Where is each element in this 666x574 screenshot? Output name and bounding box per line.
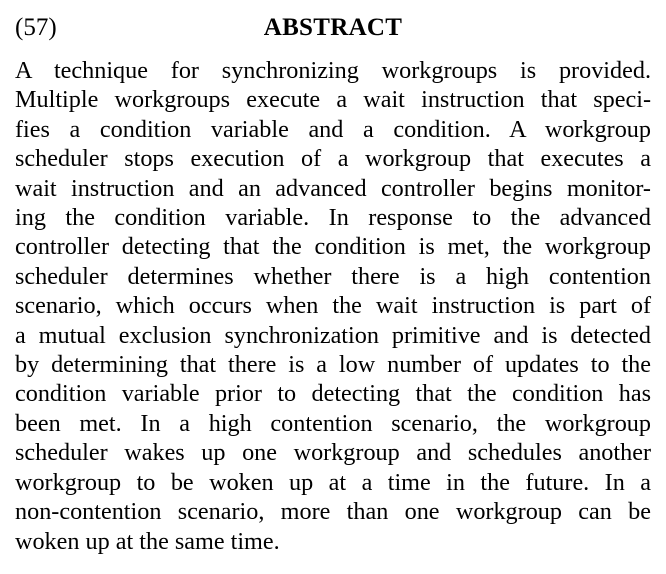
section-title: ABSTRACT [263,14,403,41]
abstract-line: ing the condition variable. In response to the advanced [15,204,651,232]
abstract-line: been met. In a high contention scenario, the workgroup [15,409,651,437]
abstract-line: condition variable prior to detecting that the condition has [15,380,651,408]
abstract-line: wait instruction and an advanced controller begins monitor- [15,174,651,202]
abstract-line: scenario, which occurs when the wait instruction is part of [15,292,651,320]
abstract-line: scheduler stops execution of a workgroup that executes a [15,145,651,173]
abstract-line: scheduler wakes up one workgroup and schedules another [15,439,651,467]
abstract-line: non-contention scenario, more than one workgroup can be [15,498,651,526]
abstract-header [15,13,651,43]
abstract-line: Multiple workgroups execute a wait instruction that speci- [15,86,651,114]
abstract-line: woken up at the same time. [15,527,280,555]
abstract-body [15,56,651,556]
section-number: (57) [15,14,57,41]
abstract-line: by determining that there is a low number of updates to the [15,351,651,379]
abstract-line: A technique for synchronizing workgroups is provided. [15,57,651,84]
abstract-line: workgroup to be woken up at a time in the future. In a [15,468,651,496]
abstract-line: controller detecting that the condition is met, the workgroup [15,233,651,261]
abstract-line: a mutual exclusion synchronization primitive and is detected [15,321,651,349]
abstract-line: fies a condition variable and a condition. A workgroup [15,115,651,143]
abstract-line: scheduler determines whether there is a high contention [15,262,651,290]
